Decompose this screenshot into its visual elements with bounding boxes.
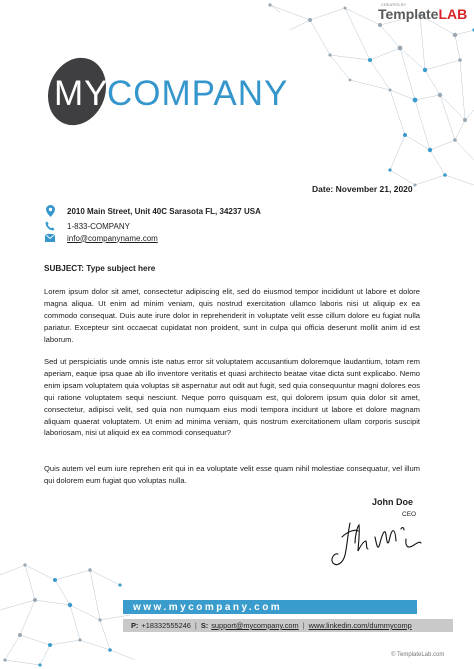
logo-text-company: COMPANY bbox=[107, 74, 289, 113]
website-bar bbox=[123, 600, 417, 614]
footer-contact-bar bbox=[123, 619, 453, 632]
location-pin-icon bbox=[44, 205, 56, 217]
body-paragraph-3: Quis autem vel eum iure reprehen erit qui in ea voluptate velit esse quam nihil molestiae consequatur, vel illum qui dolorem eum fugiat quo voluptas nulla. bbox=[44, 464, 420, 485]
website-link[interactable]: www.mycompany.com bbox=[133, 601, 283, 613]
contact-phone: 1-833-COMPANY bbox=[67, 221, 130, 231]
contact-phone-row bbox=[44, 220, 130, 232]
signer-title: CEO bbox=[402, 511, 417, 518]
templatelab-logo: TemplateLAB bbox=[378, 6, 468, 22]
footer-separator: | bbox=[194, 621, 197, 630]
logo-text-my: MY bbox=[54, 74, 109, 113]
contact-address: 2010 Main Street, Unit 40C Sarasota FL, 34237 USA bbox=[67, 206, 261, 216]
letter-subject: SUBJECT: Type subject here bbox=[44, 264, 156, 273]
contact-email-row bbox=[44, 232, 158, 244]
footer-separator: | bbox=[302, 621, 305, 630]
footer-email-label: S: bbox=[200, 621, 209, 630]
footer-linkedin-link[interactable]: www.linkedin.com/dummycomp bbox=[308, 621, 412, 630]
footer-phone: +18332555246 bbox=[141, 621, 191, 630]
handwritten-signature bbox=[328, 517, 423, 572]
templatelab-credit: © TemplateLab.com bbox=[391, 652, 445, 658]
network-decoration-bottom bbox=[0, 555, 140, 669]
footer-phone-label: P: bbox=[131, 621, 139, 630]
body-paragraph-1: Lorem ipsum dolor sit amet, consectetur adipiscing elit, sed do eiusmod tempor incididunt ut labore et dolore magna aliqua. Ut enim ad minim veniam, quis nostrud exercitation ullamco laboris nisi ut aliquip ex ea commodo consequat. Duis aute irure dolor in reprehenderit in voluptate velit esse cillum dolore eu fugiat nulla pariatur. Excepteur sint occaecat cupidatat non proident, sunt in culpa qui officia deserunt mollit anim id est laborum. bbox=[44, 287, 420, 344]
brand-created-by: CREATED BY bbox=[381, 2, 407, 7]
footer-email-link[interactable]: support@mycompany.com bbox=[211, 621, 299, 630]
phone-icon bbox=[44, 220, 56, 232]
body-paragraph-2: Sed ut perspiciatis unde omnis iste natus error sit voluptatem accusantium doloremque laudantium, totam rem aperiam, eaque ipsa quae ab illo inventore veritatis et quasi architecto beatae vitae dicta sunt explicabo. Nemo enim ipsam voluptatem quia voluptas sit aspernatur aut odit aut fugit, sed quia consequuntur magni dolores eos qui ratione voluptatem sequi nesciunt. Neque porro quisquam est, qui dolorem ipsum quia dolor sit amet, consectetur, adipisci velit, sed quia non numquam eius modi tempora incidunt ut labore et dolore magnam aliquam quaerat voluptatem. Ut enim ad minima veniam, quis nostrum exercitationem ullam corporis suscipit laboriosam, nisi ut aliquid ex ea commodi consequatur? bbox=[44, 357, 420, 438]
letter-date: Date: November 21, 2020 bbox=[312, 184, 413, 194]
contact-address-row bbox=[44, 205, 261, 217]
email-envelope-icon bbox=[44, 232, 56, 244]
signer-name: John Doe bbox=[372, 497, 414, 507]
contact-email-link[interactable]: info@companyname.com bbox=[67, 233, 158, 243]
